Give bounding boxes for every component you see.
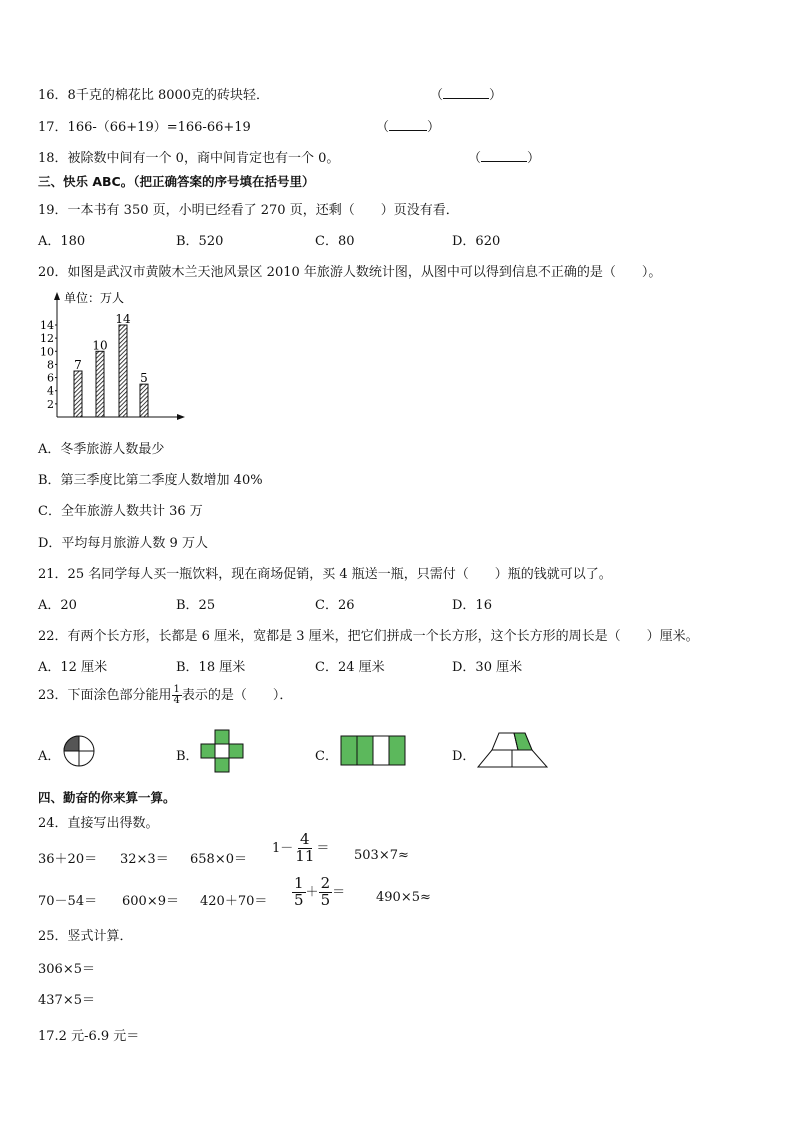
bar-label-2: 10 [92, 338, 108, 353]
q22-option-b[interactable]: B．18 厘米 [176, 660, 246, 675]
question-23 [38, 684, 292, 707]
calc-32-times-3: 32×3＝ [120, 852, 169, 867]
bar-label-3: 14 [115, 312, 131, 326]
vertical-calc-306-times-5: 306×5＝ [38, 962, 95, 977]
paren-right: ） [527, 151, 541, 166]
q19-option-d[interactable]: D．620 [452, 234, 501, 249]
section-3-heading: 三、快乐 ABC。（把正确答案的序号填在括号里） [38, 174, 315, 189]
section-4-heading: 四、勤奋的你来算一算。 [38, 790, 176, 805]
paren-right: ） [489, 88, 503, 103]
question-19-text: 19．一本书有 350 页，小明已经看了 270 页，还剩（ ）页没有看． [38, 203, 459, 218]
frac-prefix: 1－ [272, 840, 294, 856]
question-17 [38, 116, 251, 135]
y-tick-labels [40, 319, 57, 411]
q21-option-c[interactable]: C．26 [315, 598, 355, 613]
question-18 [38, 147, 339, 166]
q23-option-d-label[interactable]: D． [452, 749, 476, 764]
question-23-text-after: 表示的是（ ）． [181, 688, 293, 703]
vertical-calc-437-times-5: 437×5＝ [38, 993, 95, 1008]
calc-600-times-9: 600×9＝ [122, 894, 179, 909]
fraction-2-5 [319, 876, 333, 909]
bars-group [74, 312, 148, 417]
question-16-text: 16．8千克的棉花比 8000克的砖块轻． [38, 88, 270, 103]
frac-den: 4 [173, 695, 180, 706]
q23-option-b-cross-figure[interactable] [200, 729, 248, 775]
question-17-text: 17．166-（66+19）=166-66+19 [38, 120, 251, 135]
frac-suffix: ＝ [316, 840, 330, 856]
q20-option-d[interactable]: D．平均每月旅游人数 9 万人 [38, 536, 208, 551]
frac-num: 1 [173, 683, 180, 695]
q23-option-c-rectangle-figure[interactable] [340, 735, 410, 767]
q21-option-a[interactable]: A．20 [38, 598, 77, 613]
q20-option-a[interactable]: A．冬季旅游人数最少 [38, 442, 165, 457]
calc-420-plus-70: 420＋70＝ [200, 894, 268, 909]
paren-left: （ [430, 88, 444, 103]
calc-503-times-7: 503×7≈ [354, 848, 409, 863]
answer-blank-17[interactable] [376, 116, 440, 135]
frac-suffix: ＝ [332, 884, 346, 900]
y-tick-label: 14 [40, 319, 54, 332]
bar-label-4: 5 [140, 371, 148, 386]
y-tick-label: 4 [47, 384, 54, 398]
calc-36-plus-20: 36＋20＝ [38, 852, 98, 867]
tourist-bar-chart [30, 284, 200, 424]
bar-4 [140, 384, 148, 417]
blank-line [443, 86, 489, 99]
q23-option-a-circle-figure[interactable] [62, 734, 100, 770]
y-tick-label: 8 [47, 358, 54, 372]
q19-option-a[interactable]: A．180 [38, 234, 86, 249]
calc-1-minus-4-11 [272, 832, 329, 865]
q19-option-c[interactable]: C．80 [315, 234, 355, 249]
frac-den: 5 [320, 890, 331, 909]
question-18-text: 18．被除数中间有一个 0，商中间肯定也有一个 0。 [38, 151, 340, 166]
q19-option-b[interactable]: B．520 [176, 234, 224, 249]
q23-option-a-label[interactable]: A． [38, 749, 61, 764]
x-axis-arrow [177, 414, 185, 420]
question-22-text: 22．有两个长方形，长都是 6 厘米，宽都是 3 厘米，把它们拼成一个长方形，这个长方形的周长是（ ）厘米。 [38, 629, 699, 644]
y-tick-label: 10 [40, 345, 54, 359]
frac-num: 4 [300, 830, 310, 848]
fraction-4-11 [293, 832, 316, 865]
paren-left: （ [376, 120, 390, 135]
question-25-text: 25．竖式计算． [38, 929, 133, 944]
fraction-1-5 [292, 876, 306, 909]
bar-1 [74, 371, 82, 417]
frac-den: 5 [294, 890, 304, 909]
calc-490-times-5: 490×5≈ [376, 890, 431, 905]
frac-num: 2 [320, 874, 331, 892]
frac-num: 1 [294, 874, 304, 892]
bar-3 [119, 325, 127, 417]
question-16 [38, 84, 269, 103]
question-21-text: 21．25 名同学每人买一瓶饮料，现在商场促销，买 4 瓶送一瓶，只需付（ ）瓶的钱就可以了。 [38, 567, 612, 582]
question-23-text-before: 23．下面涂色部分能用 [38, 688, 172, 703]
vertical-calc-17-2-minus-6-9: 17.2 元-6.9 元＝ [38, 1029, 140, 1044]
bar-2 [96, 351, 104, 417]
q22-option-d[interactable]: D．30 厘米 [452, 660, 523, 675]
q22-option-c[interactable]: C．24 厘米 [315, 660, 385, 675]
y-tick-label: 6 [47, 371, 54, 385]
q23-option-b-label[interactable]: B． [176, 749, 199, 764]
q21-option-d[interactable]: D．16 [452, 598, 492, 613]
y-axis-arrow [54, 292, 60, 300]
q20-option-b[interactable]: B．第三季度比第二季度人数增加 40% [38, 473, 263, 488]
blank-line [481, 149, 527, 162]
paren-right: ） [427, 120, 441, 135]
frac-operator: ＋ [305, 884, 319, 900]
bar-label-1: 7 [74, 358, 82, 372]
blank-line [389, 118, 427, 131]
chart-title: 单位：万人 [64, 291, 125, 305]
answer-blank-18[interactable] [468, 147, 540, 166]
calc-70-minus-54: 70－54＝ [38, 894, 98, 909]
question-24-text: 24．直接写出得数。 [38, 816, 159, 831]
calc-658-times-0: 658×0＝ [190, 852, 247, 867]
q20-option-c[interactable]: C．全年旅游人数共计 36 万 [38, 504, 203, 519]
calc-1-5-plus-2-5 [292, 876, 345, 909]
q21-option-b[interactable]: B．25 [176, 598, 216, 613]
one-quarter-fraction [172, 685, 182, 707]
question-20-text: 20．如图是武汉市黄陂木兰天池风景区 2010 年旅游人数统计图，从图中可以得到信息不正确的是（ ）。 [38, 265, 662, 280]
answer-blank-16[interactable] [430, 84, 502, 103]
y-tick-label: 2 [47, 397, 54, 411]
frac-den: 11 [295, 846, 315, 865]
paren-left: （ [468, 151, 482, 166]
q23-option-c-label[interactable]: C． [315, 749, 338, 764]
q22-option-a[interactable]: A．12 厘米 [38, 660, 108, 675]
y-tick-label: 12 [40, 332, 54, 346]
q23-option-d-trapezoid-figure[interactable] [476, 731, 550, 771]
